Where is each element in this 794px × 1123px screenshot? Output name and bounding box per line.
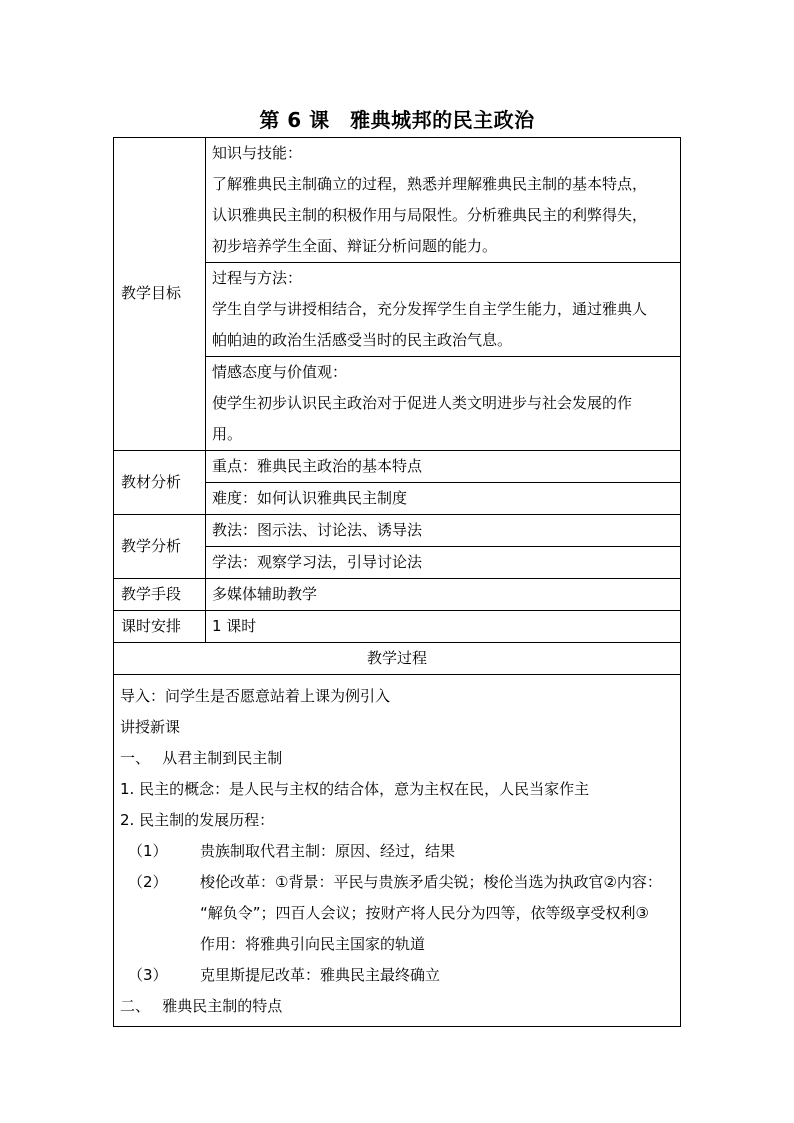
sub-item-2-line-1: 梭伦改革：①背景：平民与贵族矛盾尖锐；梭伦当选为执政官②内容： (200, 873, 662, 891)
process-method-heading: 过程与方法： (212, 269, 303, 287)
process-content (114, 675, 681, 1027)
process-method-line-2: 帕帕迪的政治生活感受当时的民主政治气息。 (212, 331, 513, 349)
sub-item-2-number: （2） (128, 873, 168, 891)
sub-item-1-text: 贵族制取代君主制：原因、经过，结果 (200, 842, 456, 860)
sub-item-1 (120, 836, 674, 867)
sub-item-1-number: （1） (128, 842, 168, 860)
knowledge-line-3: 初步培养学生全面、辩证分析问题的能力。 (212, 237, 498, 255)
process-new-lesson: 讲授新课 (120, 718, 181, 736)
sub-item-3-number: （3） (128, 966, 168, 984)
means-value: 多媒体辅助教学 (206, 579, 681, 611)
sub-item-2-line-2: “解负令”；四百人会议；按财产将人民分为四等，依等级享受权利③ (200, 904, 649, 922)
means-label: 教学手段 (114, 579, 206, 611)
sub-item-2-line-3: 作用：将雅典引向民主国家的轨道 (200, 935, 426, 953)
section-1-heading: 一、 从君主制到民主制 (120, 749, 283, 767)
sub-item-3-text: 克里斯提尼改革：雅典民主最终确立 (200, 966, 441, 984)
sub-item-3 (120, 960, 674, 991)
item-1: 1. 民主的概念：是人民与主权的结合体，意为主权在民，人民当家作主 (120, 780, 590, 798)
knowledge-line-2: 认识雅典民主制的积极作用与局限性。分析雅典民主的利弊得失， (212, 206, 648, 224)
teaching-label: 教学分析 (114, 515, 206, 579)
knowledge-cell (206, 138, 681, 263)
teaching-row-teach (114, 515, 681, 547)
process-method-line-1: 学生自学与讲授相结合，充分发挥学生自主学生能力，通过雅典人 (212, 300, 648, 318)
material-label: 教材分析 (114, 451, 206, 515)
sub-item-2 (120, 867, 674, 960)
schedule-value: 1 课时 (206, 611, 681, 643)
learning-method: 学法：观察学习法，引导讨论法 (206, 547, 681, 579)
process-header: 教学过程 (114, 643, 681, 675)
attitude-cell (206, 357, 681, 451)
material-row-key (114, 451, 681, 483)
page-title: 第 6 课 雅典城邦的民主政治 (259, 108, 535, 132)
attitude-line-1: 使学生初步认识民主政治对于促进人类文明进步与社会发展的作 (212, 394, 633, 412)
process-method-cell (206, 263, 681, 357)
material-difficulty: 难度：如何认识雅典民主制度 (206, 483, 681, 515)
item-2: 2. 民主制的发展历程： (120, 811, 275, 829)
process-header-row (114, 643, 681, 675)
knowledge-line-1: 了解雅典民主制确立的过程，熟悉并理解雅典民主制的基本特点， (212, 175, 648, 193)
teaching-method: 教法：图示法、讨论法、诱导法 (206, 515, 681, 547)
objectives-row-knowledge (114, 138, 681, 263)
process-content-row (114, 675, 681, 1027)
schedule-label: 课时安排 (114, 611, 206, 643)
knowledge-heading: 知识与技能： (212, 144, 303, 162)
material-key: 重点：雅典民主政治的基本特点 (206, 451, 681, 483)
lesson-plan-table (113, 137, 681, 1027)
schedule-row (114, 611, 681, 643)
process-intro: 导入：问学生是否愿意站着上课为例引入 (120, 687, 391, 705)
means-row (114, 579, 681, 611)
section-2-heading: 二、 雅典民主制的特点 (120, 997, 283, 1015)
attitude-heading: 情感态度与价值观： (212, 363, 348, 381)
objectives-label: 教学目标 (114, 138, 206, 451)
attitude-line-2: 用。 (212, 425, 243, 443)
